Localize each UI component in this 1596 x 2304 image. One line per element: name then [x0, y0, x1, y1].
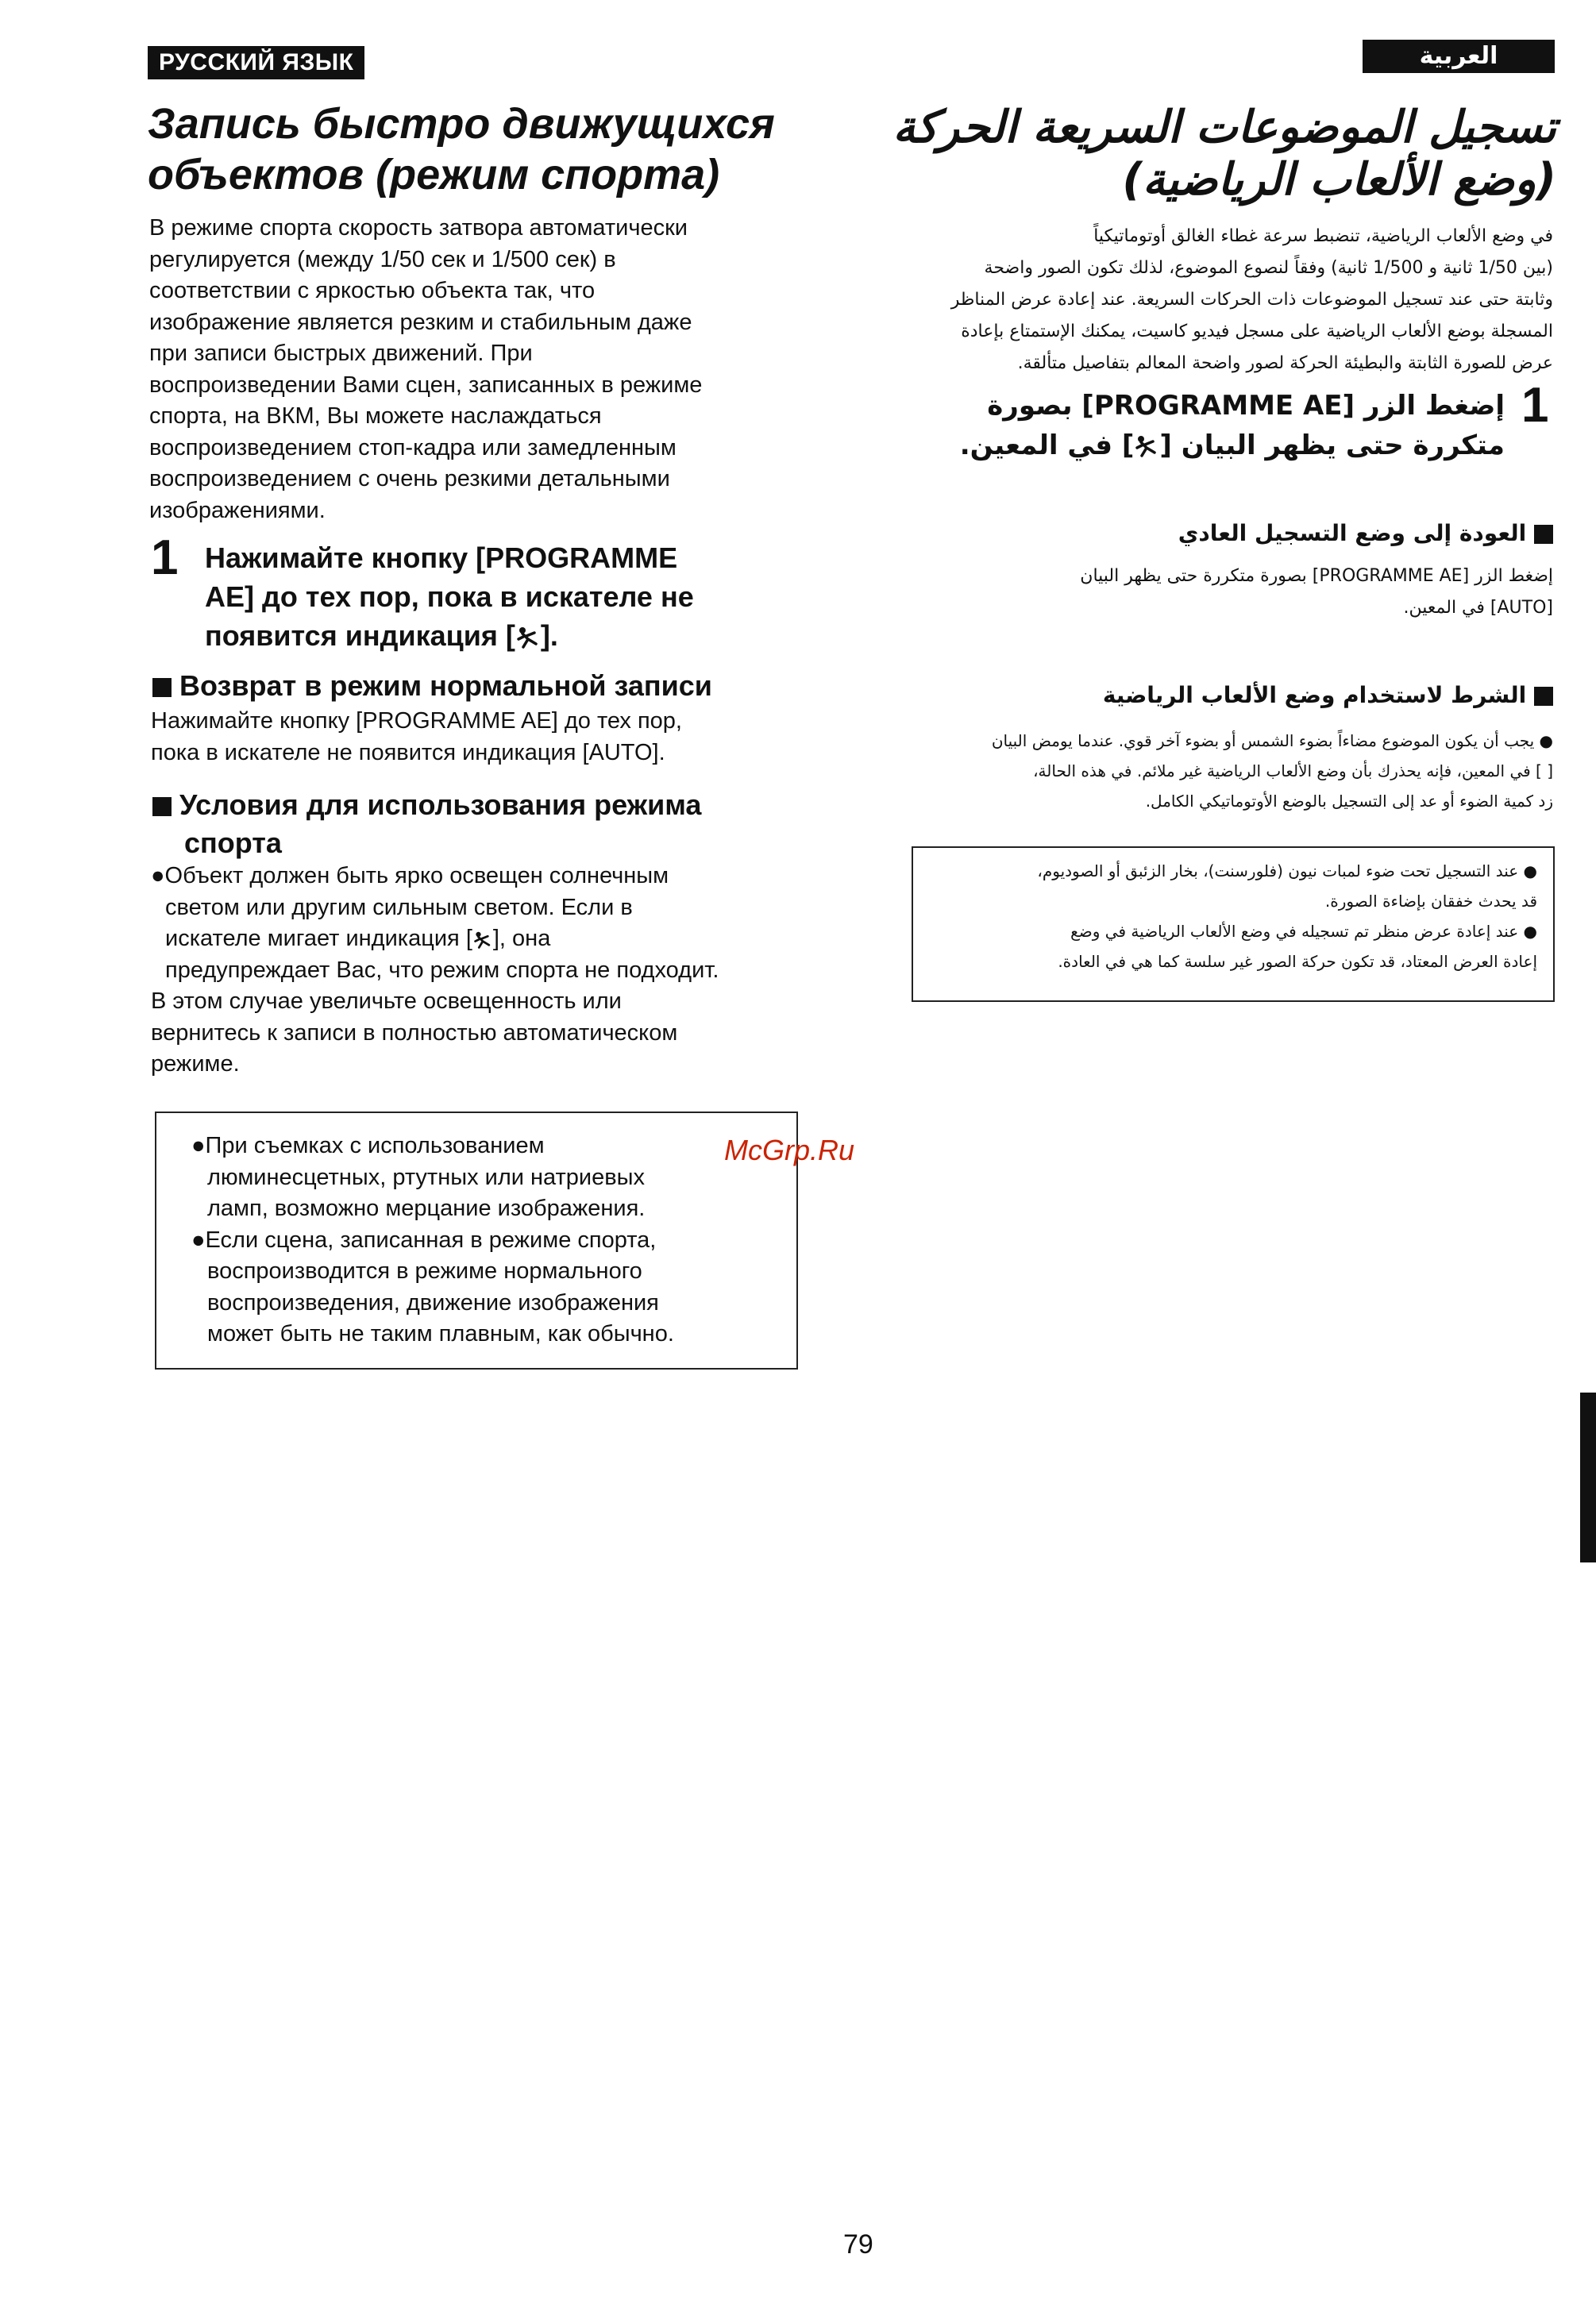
arabic-conditions-text [897, 726, 1553, 816]
sports-mode-icon [472, 927, 493, 944]
return-text [151, 706, 826, 769]
title-line: Запись быстро движущихся [148, 100, 775, 148]
heading-line: спорта [184, 826, 282, 859]
note-line: воспроизведения, движение изображения [207, 1289, 659, 1316]
paragraph-line: режиме. [151, 1051, 240, 1077]
conditions-heading [152, 786, 827, 862]
square-bullet-icon [152, 678, 172, 697]
paragraph-line: спорта, на ВКМ, Вы можете наслаждаться [149, 403, 602, 429]
russian-note-box [155, 1112, 798, 1370]
note-line: إعادة العرض المعتاد، قد تكون حركة الصور غير سلسة كما هي في العادة. [1058, 952, 1537, 971]
paragraph-line: Нажимайте кнопку [PROGRAMME AE] до тех пор, [151, 708, 682, 734]
step-line: Нажимайте кнопку [PROGRAMME [205, 541, 678, 574]
paragraph-line: предупреждает Вас, что режим спорта не подходит. [165, 957, 719, 983]
paragraph-line: إضغط الزر [PROGRAMME AE] بصورة متكررة حتى يظهر البيان [1080, 566, 1553, 586]
heading-text: الشرط لاستخدام وضع الألعاب الرياضية [1102, 682, 1527, 708]
heading-text: Условия для использования режима [179, 788, 702, 821]
title-line: объектов (режим спорта) [148, 151, 720, 198]
sports-mode-icon [1134, 429, 1159, 451]
paragraph-text: искателе мигает индикация [ [165, 926, 472, 951]
paragraph-line: عرض للصورة الثابتة والبطيئة الحركة لصور واضحة المعالم بتفاصيل متألقة. [1017, 353, 1553, 373]
paragraph-line: соответствии с яркостью объекта так, что [149, 278, 596, 303]
heading-text: العودة إلى وضع التسجيل العادي [1178, 520, 1527, 546]
step-number: 1 [1521, 378, 1549, 433]
watermark: McGrp.Ru [724, 1134, 855, 1166]
paragraph-line: المسجلة بوضع الألعاب الرياضية على مسجل فيديو كاسيت، يمكنك الإستمتاع بإعادة [961, 322, 1553, 341]
edge-index-tab [1580, 1393, 1596, 1562]
arabic-conditions-heading [953, 680, 1553, 711]
paragraph-line: [AUTO] في المعين. [1403, 598, 1553, 618]
paragraph-line: [ ] في المعين، فإنه يحذرك بأن وضع الألعاب الرياضية غير ملائم. في هذه الحالة، [1033, 761, 1553, 780]
note-line: люминесцетных, ртутных или натриевых [207, 1164, 645, 1190]
square-bullet-icon [1534, 525, 1553, 544]
russian-step-1 [205, 538, 824, 655]
return-heading [152, 667, 827, 705]
sports-mode-icon [515, 619, 541, 641]
paragraph-line: вернитесь к записи в полностью автоматическом [151, 1019, 678, 1046]
step-line [937, 426, 1505, 465]
russian-intro [149, 213, 832, 526]
paragraph-line: регулируется (между 1/50 сек и 1/500 сек) в [149, 246, 616, 272]
conditions-text [151, 861, 834, 1081]
paragraph-line: ● يجب أن يكون الموضوع مضاءاً بضوء الشمس أو بضوء آخر قوي. عندما يومض البيان [991, 731, 1553, 750]
page-number: 79 [843, 2229, 873, 2260]
step-line: AE] до тех пор, пока в искателе не [205, 580, 694, 613]
paragraph-line: (بين 1/50 ثانية و 1/500 ثانية) وفقاً لنصوع الموضوع، لذلك تكون الصور واضحة [984, 258, 1553, 278]
heading-text: Возврат в режим нормальной записи [179, 669, 712, 702]
paragraph-line: ●Объект должен быть ярко освещен солнечным [151, 863, 669, 888]
paragraph-line: изображениями. [149, 497, 326, 523]
arabic-step-1 [937, 386, 1505, 465]
paragraph-line [151, 923, 834, 955]
heading-line [152, 786, 827, 824]
note-line: может быть не таким плавным, как обычно. [207, 1321, 674, 1347]
step-text: متكررة حتى يظهر البيان [ [1159, 430, 1505, 461]
paragraph-line: زد كمية الضوء أو عد إلى التسجيل بالوضع الأوتوماتيكي الكامل. [1145, 792, 1553, 811]
title-line: (وضع الألعاب الرياضية) [1122, 154, 1556, 206]
note-line: ●Если сцена, записанная в режиме спорта, [191, 1227, 657, 1253]
step-text: ] في المعين. [959, 430, 1135, 461]
arabic-note-box [912, 846, 1555, 1002]
paragraph-line: пока в искателе не появится индикация [AUTO]. [151, 739, 665, 765]
square-bullet-icon [152, 797, 172, 816]
arabic-return-text [953, 561, 1553, 624]
arabic-title [873, 102, 1556, 206]
note-line: ● عند التسجيل تحت ضوء لمبات نيون (فلورسنت)، بخار الزئبق أو الصوديوم، [1037, 861, 1537, 880]
paragraph-text: ], она [492, 926, 551, 951]
note-line: ● عند إعادة عرض منظر تم تسجيله في وضع الألعاب الرياضية في وضع [1070, 922, 1537, 941]
paragraph-line: изображение является резким и стабильным даже [149, 309, 692, 335]
paragraph-line: воспроизведением стоп-кадра или замедленным [149, 434, 677, 460]
paragraph-line: في وضع الألعاب الرياضية، تنضبط سرعة غطاء الغالق أوتوماتيكياً [1093, 226, 1553, 246]
russian-title [148, 98, 831, 200]
note-line: ламп, возможно мерцание изображения. [207, 1196, 646, 1221]
square-bullet-icon [1534, 687, 1553, 706]
step-line [205, 616, 824, 655]
step-line: إضغط الزر [PROGRAMME AE] بصورة [987, 390, 1505, 422]
note-line: ●При съемках с использованием [191, 1133, 545, 1158]
paragraph-line: воспроизведении Вами сцен, записанных в режиме [149, 372, 703, 398]
paragraph-line: В этом случае увеличьте освещенность или [151, 988, 622, 1014]
paragraph-line: В режиме спорта скорость затвора автоматически [149, 215, 688, 241]
title-line: تسجيل الموضوعات السريعة الحركة [892, 102, 1556, 153]
note-line: воспроизводится в режиме нормального [207, 1258, 642, 1284]
arabic-return-heading [953, 518, 1553, 549]
paragraph-line: при записи быстрых движений. При [149, 341, 533, 366]
note-line: قد يحدث خفقان بإضاءة الصورة. [1324, 892, 1537, 911]
language-tag-russian: РУССКИЙ ЯЗЫК [148, 46, 364, 79]
step-number: 1 [151, 530, 179, 585]
language-tag-arabic: العربية [1363, 40, 1555, 73]
step-text: появится индикация [ [205, 619, 515, 652]
step-text: ]. [540, 619, 558, 652]
paragraph-line: воспроизведением с очень резкими детальными [149, 466, 670, 491]
paragraph-line: светом или другим сильным светом. Если в [165, 894, 633, 920]
paragraph-line: وثابتة حتى عند تسجيل الموضوعات ذات الحركات السريعة. عند إعادة عرض المناظر [950, 290, 1553, 310]
arabic-intro [921, 221, 1553, 380]
